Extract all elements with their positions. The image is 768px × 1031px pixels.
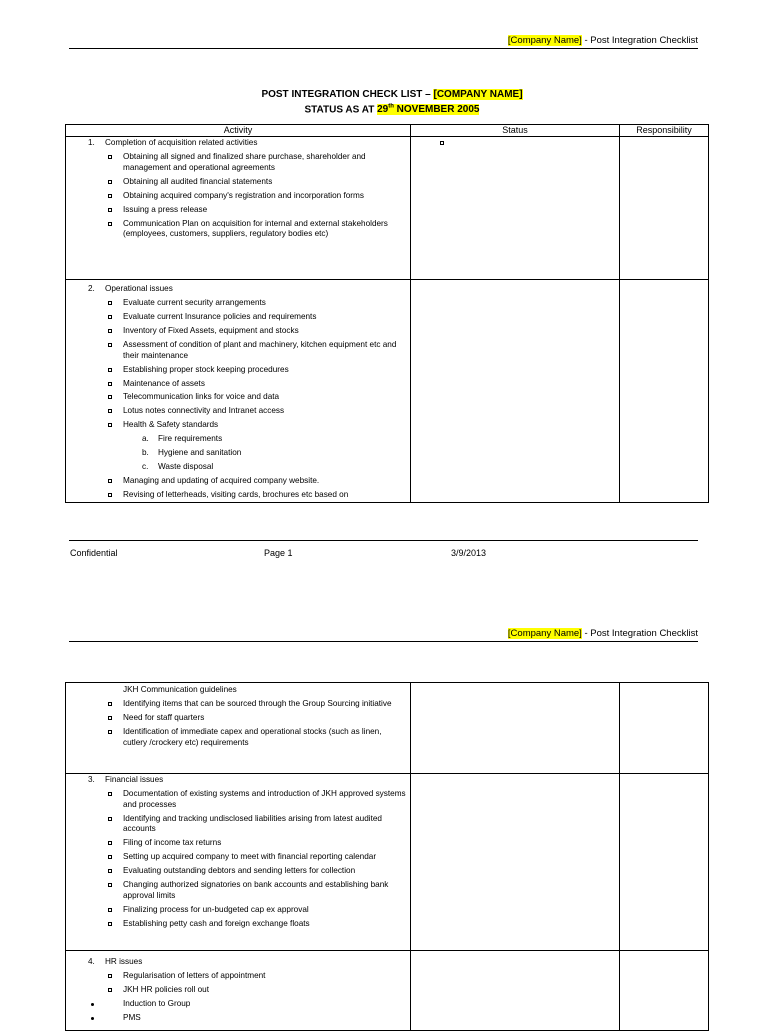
checklist-table-page-1 (65, 124, 709, 503)
list-item: Lotus notes connectivity and Intranet access (66, 406, 410, 417)
checkbox-bullet-icon (108, 988, 112, 992)
checklist-table-page-2 (65, 682, 709, 1031)
list-item: Establishing petty cash and foreign exchange floats (66, 919, 410, 930)
header-company-name: [Company Name] (507, 35, 582, 46)
sub-item: c. Waste disposal (142, 462, 214, 472)
list-item: Setting up acquired company to meet with financial reporting calendar (66, 852, 410, 863)
status-cell (411, 951, 620, 1031)
checkbox-bullet-icon (108, 155, 112, 159)
checkbox-bullet-icon (108, 817, 112, 821)
bullet-dot-icon (91, 1017, 94, 1020)
activity-cell (66, 280, 411, 503)
footer-page-number: Page 1 (264, 548, 293, 558)
checkbox-bullet-icon (108, 194, 112, 198)
title-line-1: POST INTEGRATION CHECK LIST – [COMPANY NAME] (261, 89, 523, 100)
page-header (69, 35, 698, 49)
list-item: Filing of income tax returns (66, 838, 410, 849)
responsibility-cell (620, 774, 709, 951)
header-suffix: - Post Integration Checklist (581, 35, 698, 46)
checkbox-bullet-icon (108, 301, 112, 305)
checkbox-bullet-icon (108, 974, 112, 978)
list-item: Evaluating outstanding debtors and sending letters for collection (66, 866, 410, 877)
document-title (65, 88, 719, 116)
page-footer (69, 540, 698, 561)
table-row (66, 951, 709, 1031)
list-item: Revising of letterheads, visiting cards, brochures etc based on (66, 490, 410, 501)
checkbox-bullet-icon (108, 716, 112, 720)
checkbox-bullet-icon (108, 180, 112, 184)
checkbox-bullet-icon (108, 792, 112, 796)
list-item: Obtaining all signed and finalized share purchase, shareholder and management and operational agreements (66, 152, 410, 173)
list-item: Identifying and tracking undisclosed liabilities arising from latest audited accounts (66, 814, 410, 835)
bullet-dot-icon (91, 1003, 94, 1006)
checkbox-bullet-icon (108, 329, 112, 333)
section-title: 2. Operational issues (88, 284, 173, 293)
checkbox-bullet-icon (108, 908, 112, 912)
list-item: Obtaining all audited financial statements (66, 177, 410, 188)
checkbox-bullet-icon (108, 395, 112, 399)
list-item: Evaluate current security arrangements (66, 298, 410, 309)
footer-date: 3/9/2013 (451, 548, 487, 558)
title-company-name: [COMPANY NAME] (433, 89, 523, 100)
list-item: Inventory of Fixed Assets, equipment and stocks (66, 326, 410, 337)
checkbox-bullet-icon (108, 841, 112, 845)
list-item: Documentation of existing systems and introduction of JKH approved systems and processes (66, 789, 410, 810)
checkbox-bullet-icon (108, 493, 112, 497)
checkbox-bullet-icon (108, 922, 112, 926)
table-row (66, 137, 709, 280)
checkbox-bullet-icon (108, 730, 112, 734)
checkbox-bullet-icon (108, 855, 112, 859)
responsibility-cell (620, 951, 709, 1031)
checkbox-bullet-icon (108, 423, 112, 427)
list-item: Maintenance of assets (66, 379, 410, 390)
status-cell (411, 280, 620, 503)
column-header-responsibility: Responsibility (620, 125, 709, 137)
footer-confidential: Confidential (70, 548, 118, 558)
responsibility-cell (620, 683, 709, 774)
continued-text: JKH Communication guidelines (123, 685, 237, 694)
list-item: PMS (66, 1013, 410, 1024)
checkbox-bullet-icon (108, 222, 112, 226)
table-row (66, 683, 709, 774)
list-item: JKH HR policies roll out (66, 985, 410, 996)
title-date: 29th NOVEMBER 2005 (377, 104, 480, 116)
list-item: Issuing a press release (66, 205, 410, 216)
responsibility-cell (620, 280, 709, 503)
page-header (69, 628, 698, 642)
checkbox-bullet-icon (108, 315, 112, 319)
activity-cell (66, 774, 411, 951)
checkbox-bullet-icon (108, 479, 112, 483)
status-cell (411, 774, 620, 951)
section-title: 3. Financial issues (88, 775, 164, 784)
sub-item: b. Hygiene and sanitation (142, 448, 242, 458)
activity-cell (66, 137, 411, 280)
list-item: Obtaining acquired company's registration and incorporation forms (66, 191, 410, 202)
checkbox-bullet-icon (108, 208, 112, 212)
checkbox-bullet-icon (108, 702, 112, 706)
header-suffix: - Post Integration Checklist (581, 628, 698, 639)
list-item: Assessment of condition of plant and machinery, kitchen equipment etc and their maintenance (66, 340, 410, 361)
column-header-activity: Activity (66, 125, 411, 137)
list-item: Identifying items that can be sourced through the Group Sourcing initiative (66, 699, 410, 710)
list-item: Changing authorized signatories on bank accounts and establishing bank approval limits (66, 880, 410, 901)
checkbox-bullet-icon (108, 343, 112, 347)
list-item: Managing and updating of acquired company website. (66, 476, 410, 487)
table-header-row (66, 125, 709, 137)
header-company-name: [Company Name] (507, 628, 582, 639)
list-item: Induction to Group (66, 999, 410, 1010)
checkbox-bullet-icon (108, 409, 112, 413)
checkbox-bullet-icon (108, 869, 112, 873)
activity-cell (66, 683, 411, 774)
checkbox-bullet-icon (108, 883, 112, 887)
list-item: Telecommunication links for voice and data (66, 392, 410, 403)
list-item: Communication Plan on acquisition for internal and external stakeholders (employees, customers, suppliers, regulatory bodies etc) (66, 219, 410, 240)
responsibility-cell (620, 137, 709, 280)
checkbox-bullet-icon (108, 368, 112, 372)
list-item: Need for staff quarters (66, 713, 410, 724)
list-item: Finalizing process for un-budgeted cap ex approval (66, 905, 410, 916)
table-row (66, 774, 709, 951)
section-title: 4. HR issues (88, 957, 143, 966)
status-checkbox-icon (440, 141, 444, 145)
column-header-status: Status (411, 125, 620, 137)
status-cell (411, 137, 620, 280)
table-row (66, 280, 709, 503)
checkbox-bullet-icon (108, 382, 112, 386)
list-item: Identification of immediate capex and operational stocks (such as linen, cutlery /crockery etc) requirements (66, 727, 410, 748)
list-item: Establishing proper stock keeping procedures (66, 365, 410, 376)
list-item: Evaluate current Insurance policies and requirements (66, 312, 410, 323)
list-item: Regularisation of letters of appointment (66, 971, 410, 982)
list-item: Health & Safety standards (66, 420, 410, 431)
section-title: 1. Completion of acquisition related activities (88, 138, 258, 147)
status-cell (411, 683, 620, 774)
activity-cell (66, 951, 411, 1031)
sub-item: a. Fire requirements (142, 434, 223, 444)
title-line-2: STATUS AS AT 29th NOVEMBER 2005 (304, 104, 480, 116)
